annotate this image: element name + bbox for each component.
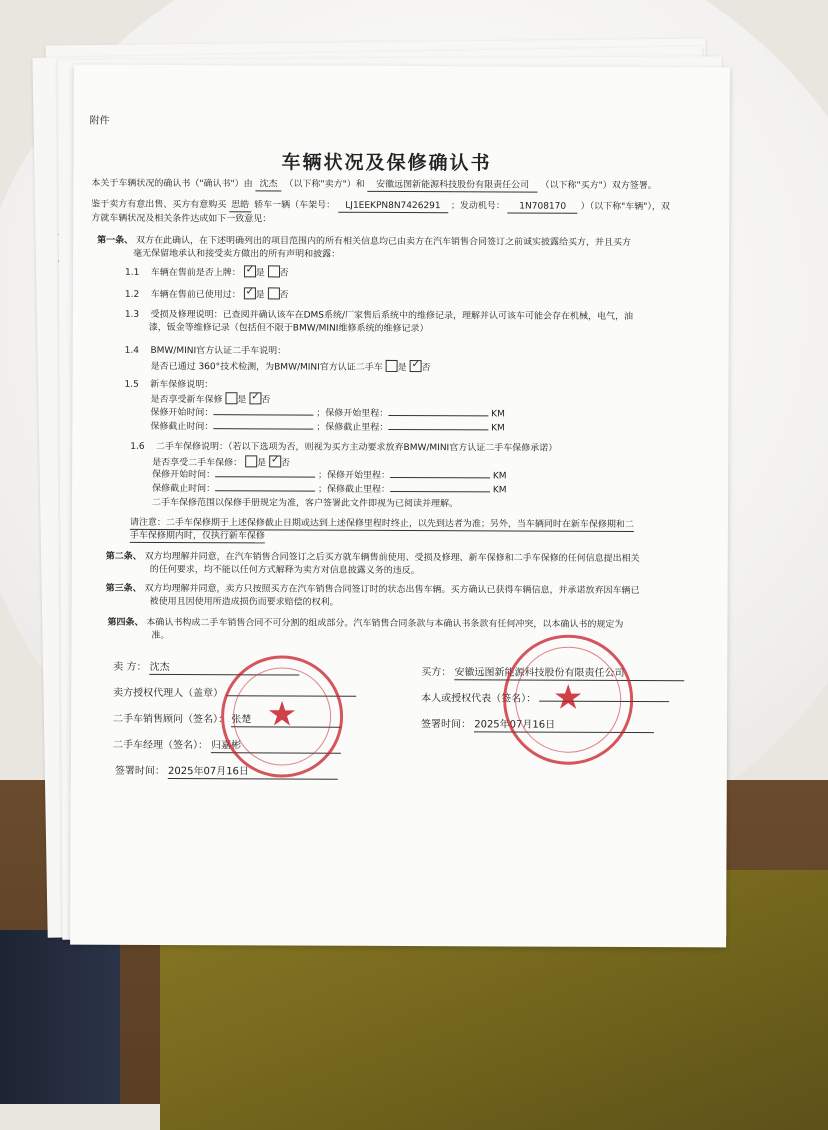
- article-2-line-2: 的任何要求，均不能以任何方式解释为卖方对信息披露义务的违反。: [149, 564, 420, 577]
- item-text: 二手车保修说明：（若以下选项为否，则视为买方主动要求放弃BMW/MINI官方认证二手车保修承诺）: [156, 441, 558, 454]
- intro-text: 本关于车辆状况的确认书（"确认书"）由: [91, 178, 253, 190]
- yes-label: 是: [255, 268, 265, 279]
- item-number: 1.5: [124, 379, 139, 390]
- new-warranty-no-checkbox[interactable]: [249, 392, 261, 404]
- item-number: 1.2: [124, 289, 140, 300]
- buyer-label: 买方：: [421, 667, 452, 679]
- used-no-checkbox[interactable]: [267, 287, 279, 299]
- item-text: 新车保修说明：: [150, 379, 214, 391]
- article-4-line-1: [107, 617, 623, 631]
- item-text: 受损及修理说明：已查阅并确认该车在DMS系统/厂家售后系统中的维修记录，理解并认可该车可能会存在机械，电气，油: [150, 309, 634, 323]
- engine-number-field: 1N708170: [508, 200, 578, 213]
- intro-text: ）（以下称"车辆"），双: [580, 201, 670, 213]
- seal-star-icon: ★: [266, 694, 298, 735]
- yes-label: 是: [255, 290, 265, 301]
- intro-paragraph-3: 方就车辆状况及相关条件达成如下一致意见：: [91, 213, 272, 225]
- article-label: 第四条、: [107, 617, 144, 628]
- item-text: 是否享受二手车保修：: [152, 457, 243, 469]
- intro-text: ；发动机号：: [450, 201, 505, 212]
- no-label: 否: [280, 458, 291, 469]
- article-text: 双方在此确认，在下述明确列出的项目范围内的所有相关信息均已由卖方在汽车销售合同签订之前诚实披露给买方，并且买方: [136, 235, 632, 249]
- seller-value: 沈杰: [150, 661, 300, 676]
- km-unit: KM: [491, 423, 505, 434]
- buyer-name-field: 安徽远图新能源科技股份有限责任公司: [368, 179, 538, 193]
- yes-label: 是: [237, 395, 247, 406]
- km-unit: KM: [492, 485, 507, 496]
- used-warranty-scope: 二手车保修范围以保修手册规定为准，客户签署此文件即视为已阅读并理解。: [151, 497, 459, 510]
- seller-company-seal: [221, 655, 344, 778]
- no-label: 否: [261, 395, 271, 406]
- item-1-2: [125, 287, 289, 302]
- intro-paragraph-2: [91, 199, 670, 215]
- seller-name-field: 沈杰: [256, 178, 282, 191]
- certified-no-checkbox[interactable]: [410, 360, 422, 372]
- item-1-3: [125, 309, 633, 323]
- item-text: 是否享受新车保修: [150, 394, 223, 406]
- used-warranty-end-row: [152, 483, 507, 497]
- article-1-line-2: 毫无保留地承认和接受卖方做出的所有声明和披露：: [133, 248, 341, 260]
- buyer-value: 安徽远图新能源科技股份有限责任公司: [454, 666, 684, 681]
- vin-field: LJ1EEKPN8N7426291: [338, 200, 448, 213]
- end-mileage-label: ；保修截止里程：: [316, 422, 389, 433]
- plated-no-checkbox[interactable]: [268, 265, 280, 277]
- item-1-6: [130, 441, 557, 455]
- warranty-note-line-1: 请注意：二手车保修期于上述保修截止日期或达到上述保修里程时终止，以先到达者为准；另外，当车辆同时在新车保修期和二: [129, 517, 634, 531]
- seller-label: 卖 方：: [113, 661, 147, 673]
- start-time-field[interactable]: [215, 476, 315, 477]
- article-1-line-1: [97, 235, 631, 249]
- article-text: 本确认书构成二手车销售合同不可分割的组成部分。汽车销售合同条款与本确认书条款有任何冲突，以本确认书的规定为: [146, 617, 624, 630]
- intro-text: （以下称"买方"）双方签署。: [540, 180, 657, 192]
- advisor-signature: 张楚: [231, 713, 341, 727]
- item-text: 车辆在售前是否上牌：: [150, 267, 241, 279]
- new-warranty-yes-checkbox[interactable]: [225, 392, 237, 404]
- certified-yes-checkbox[interactable]: [386, 360, 398, 372]
- end-time-label: 保修截止时间：: [150, 421, 214, 433]
- item-number: 1.4: [124, 345, 140, 356]
- end-time-field[interactable]: [213, 428, 313, 429]
- item-1-4-line-2: [151, 359, 431, 374]
- end-mileage-label: ；保修截止里程：: [317, 484, 390, 495]
- end-mileage-field[interactable]: [390, 491, 490, 492]
- item-text: BMW/MINI官方认证二手车说明：: [150, 345, 287, 357]
- start-mileage-field[interactable]: [390, 477, 490, 478]
- article-2-line-1: [106, 551, 640, 565]
- intro-paragraph-1: [91, 178, 656, 193]
- attachment-label: 附件: [89, 115, 110, 127]
- used-yes-checkbox[interactable]: [244, 287, 256, 299]
- article-label: 第一条、: [97, 235, 134, 246]
- plated-yes-checkbox[interactable]: [244, 265, 256, 277]
- end-time-label: 保修截止时间：: [152, 483, 216, 495]
- advisor-label: 二手车销售顾问（签名）：: [113, 713, 229, 726]
- yes-label: 是: [397, 362, 407, 374]
- seal-star-icon: ★: [552, 677, 584, 718]
- confirmation-document: [70, 65, 730, 948]
- start-time-label: 保修开始时间：: [152, 469, 216, 481]
- person-leg: [0, 930, 120, 1104]
- article-label: 第三条、: [105, 583, 142, 594]
- document-title: 车辆状况及保修确认书: [281, 151, 492, 175]
- start-mileage-label: ；保修开始里程：: [316, 408, 389, 419]
- used-warranty-no-checkbox[interactable]: [269, 455, 281, 467]
- seller-date-label: 签署时间：: [114, 765, 165, 777]
- article-4-line-2: 准。: [151, 630, 170, 641]
- item-1-4: [125, 345, 287, 358]
- start-time-field[interactable]: [213, 414, 313, 415]
- item-1-6-line-2: [152, 455, 290, 470]
- vehicle-model-field: 思皓: [229, 199, 251, 212]
- intro-text: 鉴于卖方有意出售、买方有意购买: [91, 199, 227, 211]
- seller-agent-label: 卖方授权代理人（盖章）: [113, 687, 224, 700]
- item-1-5: [125, 379, 214, 391]
- buyer-date-value: 2025年07月16日: [474, 718, 654, 733]
- yes-label: 是: [257, 458, 267, 469]
- used-warranty-yes-checkbox[interactable]: [245, 455, 257, 467]
- used-warranty-start-row: [152, 469, 507, 483]
- article-3-line-1: [106, 583, 640, 597]
- start-time-label: 保修开始时间：: [150, 407, 214, 419]
- new-warranty-end-row: [150, 421, 505, 435]
- km-unit: KM: [491, 409, 505, 420]
- buyer-rep-label: 本人或授权代表（签名）：: [421, 693, 537, 705]
- warranty-note-line-2: 手车保修期内时，仅执行新车保修: [129, 530, 265, 542]
- item-number: 1.3: [124, 309, 140, 320]
- seller-date-value: 2025年07月16日: [168, 765, 338, 780]
- no-label: 否: [279, 268, 289, 279]
- no-label: 否: [421, 363, 431, 374]
- end-time-field[interactable]: [215, 490, 315, 491]
- manager-signature: 归嘉彬: [211, 739, 341, 754]
- buyer-company-seal: [503, 634, 634, 765]
- item-1-1: [125, 265, 289, 280]
- item-number: 1.1: [124, 267, 140, 278]
- item-1-5-line-2: [150, 392, 270, 407]
- start-mileage-field[interactable]: [388, 415, 488, 416]
- manager-label: 二手车经理（签名）：: [112, 739, 208, 752]
- end-mileage-field[interactable]: [388, 429, 488, 430]
- item-text: 车辆在售前已使用过：: [150, 289, 241, 301]
- article-text: 双方均理解并同意，在汽车销售合同签订之后买方就车辆售前使用、受损及修理、新车保修和二手车保修的任何信息提出相关: [144, 551, 640, 565]
- km-unit: KM: [492, 471, 507, 482]
- item-number: 1.6: [130, 441, 145, 452]
- article-text: 双方均理解并同意，卖方只按照买方在汽车销售合同签订时的状态出售车辆。买方确认已获得车辆信息，并承诺放弃因车辆已: [144, 583, 640, 597]
- start-mileage-label: ；保修开始里程：: [318, 470, 391, 481]
- new-warranty-start-row: [150, 407, 505, 421]
- buyer-date-label: 签署时间：: [421, 719, 472, 731]
- article-label: 第二条、: [105, 551, 142, 562]
- no-label: 否: [279, 290, 289, 301]
- article-3-line-2: 被使用且因使用所造成损伤而要求赔偿的权利。: [149, 596, 339, 608]
- intro-text: （以下称"卖方"）和: [284, 179, 365, 190]
- intro-text: 轿车一辆（车架号：: [254, 200, 336, 211]
- item-text: 是否已通过 360°技术检测，为BMW/MINI官方认证二手车: [150, 361, 383, 373]
- item-1-3-line-2: 漆，钣金等维修记录（包括但不限于BMW/MINI维修系统的维修记录）: [148, 322, 429, 335]
